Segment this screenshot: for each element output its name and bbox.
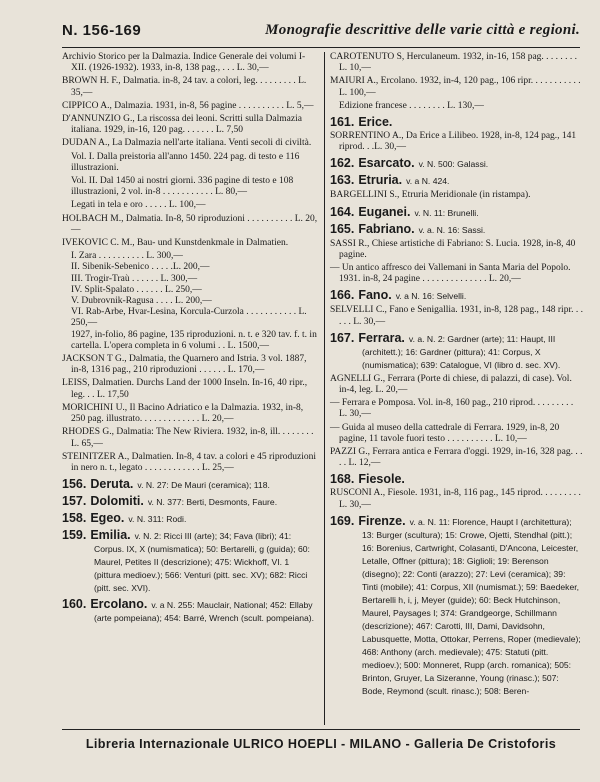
list-item: LEISS, Dalmatien. Durchs Land der 1000 Inseln. In-16, 40 ripr., leg. . . L. 17,50 [62,378,308,400]
list-item: DUDAN A., La Dalmazia nell'arte italiana. Venti secoli di civiltà. [62,138,312,149]
category-167: 167. Ferrara. v. a. N. 2: Gardner (arte); 11: Haupt, III (architett.); 16: Gardner (pittura); 41: Corpus, X (numismatica); 639: Catalogue, VI (libro d. sec. XV). [330,330,561,370]
category-161: 161. Erice. [330,115,393,130]
category-168: 168. Fiesole. [330,472,405,487]
list-subitem: Legati in tela e oro . . . . . L. 100,— [71,200,206,211]
page-range: N. 156-169 [62,22,142,39]
footer-rule [62,729,580,730]
list-item: — Ferrara e Pomposa. Vol. in-8, 160 pag., 210 riprod. . . . . . . . . L. 30,— [330,398,574,420]
list-item: D'ANNUNZIO G., La riscossa dei leoni. Scritti sulla Dalmazia italiana. 1929, in-16, 120 pag. . . . . . . L. 7,50 [62,114,302,136]
category-160: 160. Ercolano. v. a N. 255: Mauclair, National; 452: Ellaby (arte pompeiana); 454: Barré, Wrench (scult. pompeiana). [62,597,315,624]
category-162: 162. Esarcato. v. N. 500: Galassi. [330,156,489,171]
list-item: PAZZI G., Ferrara antica e Ferrara d'oggi. 1929, in-16, 328 pag. . . . . L. 12,— [330,447,583,469]
publisher-footer: Libreria Internazionale ULRICO HOEPLI - MILANO - Galleria De Cristoforis [85,737,557,751]
list-subitem: I. Zara . . . . . . . . . . L. 300,— [71,251,183,262]
category-164: 164. Euganei. v. N. 11: Brunelli. [330,204,479,219]
list-subitem: 1927, in-folio, 86 pagine, 135 riproduzioni. n. t. e 320 tav. f. t. in cartella. L'opera completa in 6 volumi . . L. 1500,— [71,329,317,351]
left-column [62,52,318,627]
column-divider [324,52,325,725]
category-165: 165. Fabriano. v. a. N. 16: Sassi. [330,221,486,236]
list-item: BROWN H. F., Dalmatia. in-8, 24 tav. a colori, leg. . . . . . . . . L. 35,— [62,76,307,98]
list-subitem: Edizione francese . . . . . . . . L. 130,— [339,100,484,111]
list-item: RHODES G., Dalmatia: The New Riviera. 1932, in-8, ill. . . . . . . . L. 65,— [62,427,314,449]
list-subitem: IV. Split-Spalato . . . . . . L. 250,— [71,284,202,295]
list-item: MAIURI A., Ercolano. 1932, in-4, 120 pag., 106 ripr. . . . . . . . . . . L. 100,— [330,76,581,98]
list-subitem: Vol. II. Dal 1450 ai nostri giorni. 336 pagine di testo e 108 illustrazioni, 2 vol. in-8 . . . . . . . . . . . L. 80,— [71,176,294,198]
list-item: CAROTENUTO S, Herculaneum. 1932, in-16, 158 pag. . . . . . . . L. 10,— [330,52,578,74]
list-subitem: V. Dubrovnik-Ragusa . . . . L. 200,— [71,296,212,307]
list-item: SORRENTINO A., Da Erice a Lilibeo. 1928, in-8, 124 pag., 141 riprod. . .L. 30,— [330,131,577,153]
list-item: CIPPICO A., Dalmazia. 1931, in-8, 56 pagine . . . . . . . . . . L. 5,— [62,100,314,111]
category-158: 158. Egeo. v. N. 311: Rodi. [62,511,187,526]
list-item: SELVELLI C., Fano e Senigallia. 1931, in-8, 128 pag., 148 ripr. . . . . . L. 30,— [330,305,583,327]
list-item: — Guida al museo della cattedrale di Ferrara. 1929, in-8, 20 pagine, 11 tavole fuori testo . . . . . . . . . . L. 10,— [330,422,560,444]
list-item: IVEKOVIC C. M., Bau- und Kunstdenkmale in Dalmatien. [62,238,289,249]
category-169: 169. Firenze. v. a. N. 11: Florence, Haupt I (architettura); 13: Burger (scultura); 15: Crowe, Ojetti, Stendhal (pitt.); 16: Borenius, Cartwright, Colasanti, D'Ancona, Leicester, Letalle, Offner (pittura); 18: Giglioli; 19: Berenson (disegno); 22: Conti (arazzo); 27: Levi (ceramica); 39: Tinti (mobile); 41: Corpus, XII (numismat.); 59: Baedeker, Bertarelli h, i, j, Meyer (guide); 60: Beck Hutchinson, Maurel, Paysages I; 374: Grandgeorge, Schillmann (descrizione); 467: Carotti, III, Dami, Davidsohn, Labusquette, Motta, Ottokar, Perrens, Roper (medievale); 468: Anthony (arch. medievale); 475: Statuti (pitt. medioev.); 500: Monneret, Rupp (arch. romanica); 505: Brinton, Gruyer, La Sizeranne, Young (rinasc.); 507: Bode, Reymond (scult. rinasc.); 508: Beren- [330,513,581,696]
list-item: RUSCONI A., Fiesole. 1931, in-8, 116 pag., 145 riprod. . . . . . . . . L. 30,— [330,488,581,510]
list-item: AGNELLI G., Ferrara (Porte di chiese, di palazzi, di case). Vol. in-4, leg. L. 20,— [330,373,572,396]
list-item: SASSI R., Chiese artistiche di Fabriano: S. Lucia. 1928, in-8, 40 pagine. [330,238,576,260]
page-header [62,22,580,42]
category-166: 166. Fano. v. a N. 16: Selvelli. [330,288,467,303]
page-title: Monografie descrittive delle varie città e regioni. [265,22,580,38]
list-subitem: VI. Rab-Arbe, Hvar-Lesina, Korcula-Curzola . . . . . . . . . . . L. 250,— [71,307,307,329]
list-subitem: III. Trogir-Traù . . . . . . L. 300,— [71,273,198,284]
category-159: 159. Emilia. v. N. 2: Ricci III (arte); 34; Fava (libri); 41: Corpus. IX, X (numismatica); 50: Bertarelli, g (guida); 60: Maurel, Petites II (descrizione); 475: Wickhoff, VI. 1 (pittura medioev.); 566: Venturi (pitt. sec. XV); 682: Ricci (pitt. sec. XVI). [62,528,310,594]
right-column [330,52,583,700]
list-item: JACKSON T G., Dalmatia, the Quarnero and Istria. 3 vol. 1887, in-8, 1316 pag., 210 riproduzioni . . . . . . L. 170,— [62,354,307,376]
list-subitem: Vol. I. Dalla preistoria all'anno 1450. 224 pag. di testo e 116 illustrazioni. [71,151,300,173]
list-item: Archivio Storico per la Dalmazia. Indice Generale dei volumi I-XII. (1926-1932). 1933, in-8, 138 pag., . . . L. 30,— [62,52,306,74]
category-163: 163. Etruria. v. a N. 424. [330,173,450,188]
list-item: STEINITZER A., Dalmatien. In-8, 4 tav. a colori e 45 riproduzioni in nero n. t., legato . . . . . . . . . . . . L. 25,— [62,451,316,473]
list-item: — Un antico affresco dei Vallemani in Santa Maria del Popolo. 1931. in-8, 24 pagine . . . . . . . . . . . . . . L. 20,— [330,263,571,285]
category-156: 156. Deruta. v. N. 27: De Mauri (ceramica); 118. [62,477,270,492]
list-item: MORICHINI U., Il Bacino Adriatico e la Dalmazia. 1932, in-8, 250 pag. illustrato. . . . . . . . . . . . . L. 20,— [62,402,304,425]
category-157: 157. Dolomiti. v. N. 377: Berti, Desmonts, Faure. [62,494,278,509]
list-item: HOLBACH M., Dalmatia. In-8, 50 riproduzioni . . . . . . . . . . L. 20,— [62,213,318,235]
list-subitem: II. Sibenik-Sebenico . . . . .L. 200,— [71,262,210,273]
header-rule [62,47,580,48]
list-item: BARGELLINI S., Etruria Meridionale (in ristampa). [330,190,531,201]
